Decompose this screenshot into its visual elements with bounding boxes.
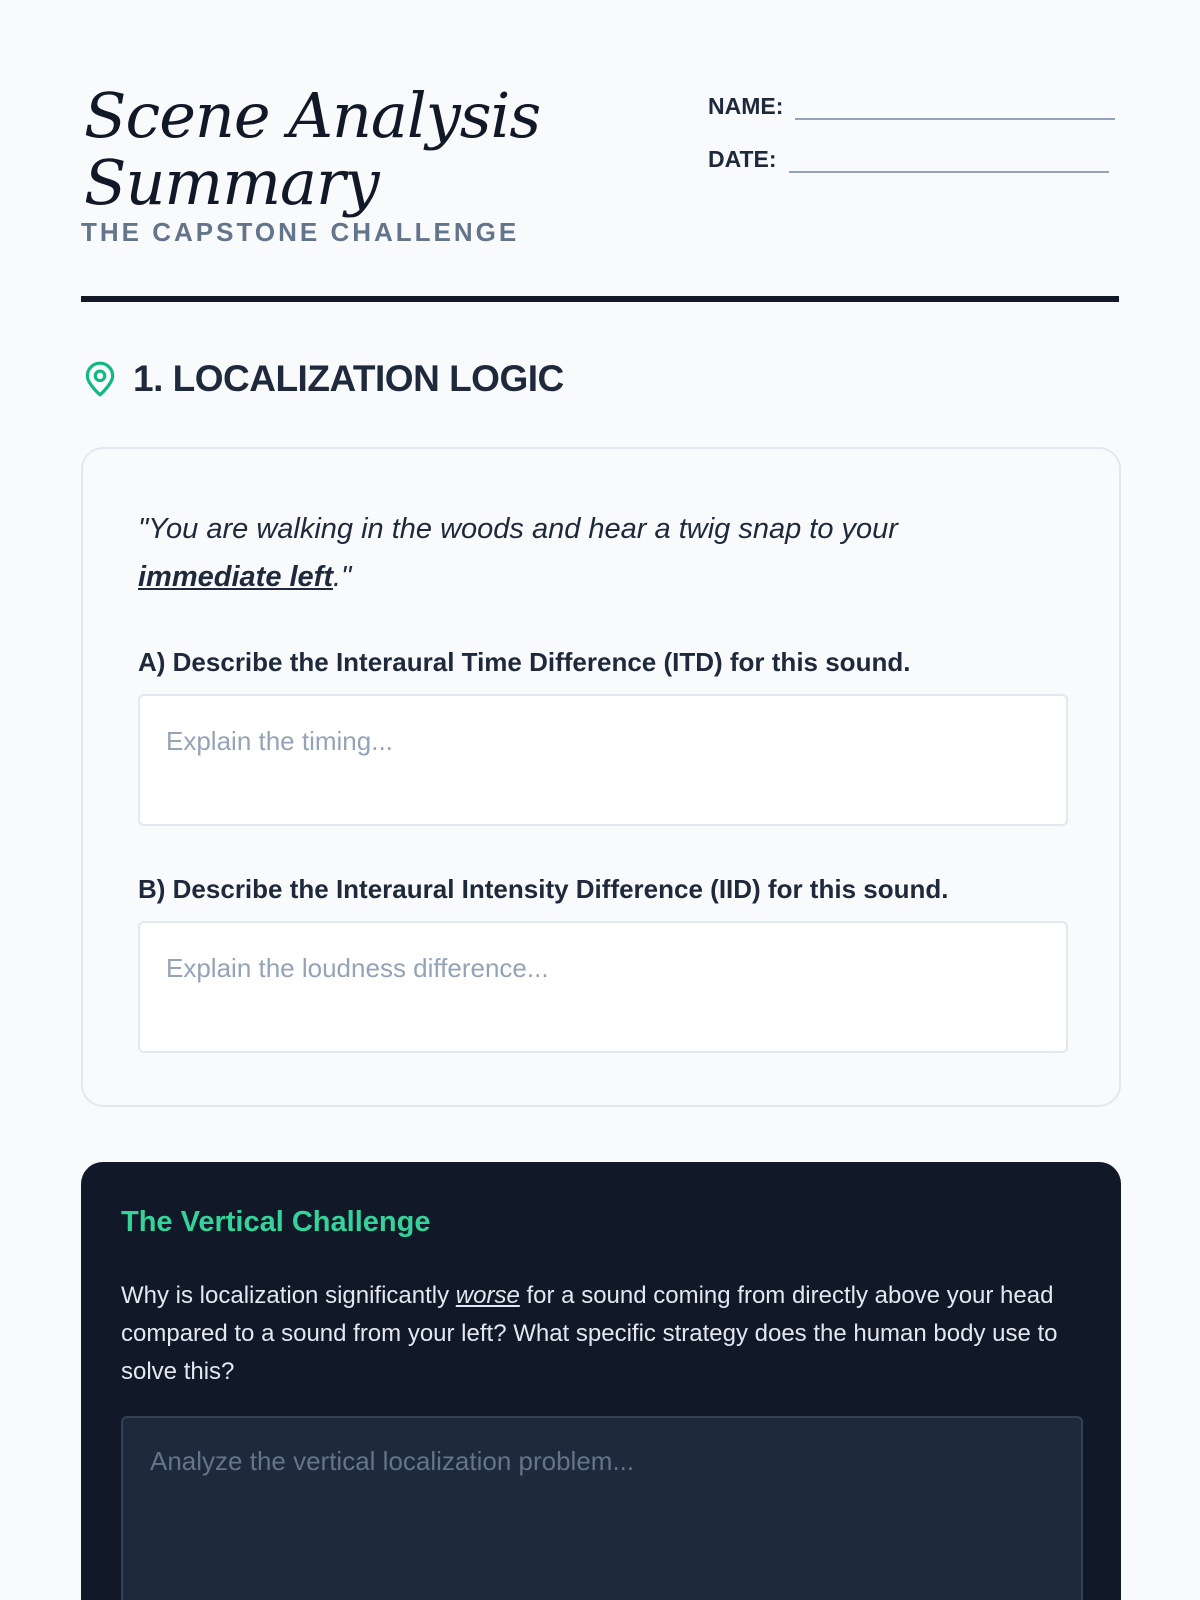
map-pin-icon — [81, 359, 119, 399]
name-field[interactable] — [795, 86, 1115, 120]
quote-text-before: "You are walking in the woods and hear a twig snap to your — [138, 513, 898, 545]
section-title: 1. LOCALIZATION LOGIC — [133, 358, 564, 399]
section-heading-localization — [81, 358, 564, 400]
page-title: Scene Analysis Summary — [84, 79, 541, 219]
answer-a-input[interactable] — [138, 694, 1068, 826]
date-field[interactable] — [789, 139, 1109, 173]
challenge-text-after: for a sound coming from directly above your head compared to a sound from your left? What specific strategy does the human body use to solve this? — [121, 1282, 1058, 1385]
challenge-text — [121, 1277, 1061, 1391]
vertical-challenge-card — [81, 1162, 1121, 1600]
challenge-text-before: Why is localization significantly — [121, 1282, 456, 1309]
worksheet-header — [81, 0, 1119, 302]
challenge-title: The Vertical Challenge — [121, 1206, 431, 1238]
scenario-card — [81, 447, 1121, 1107]
challenge-answer-input[interactable] — [121, 1416, 1083, 1600]
question-b-label: B) Describe the Interaural Intensity Difference (IID) for this sound. — [138, 874, 949, 904]
answer-b-input[interactable] — [138, 921, 1068, 1053]
page-subtitle: THE CAPSTONE CHALLENGE — [81, 217, 520, 247]
question-a-label: A) Describe the Interaural Time Difference (ITD) for this sound. — [138, 647, 911, 677]
challenge-emphasis: worse — [455, 1282, 520, 1309]
date-label: DATE: — [708, 146, 777, 172]
name-label: NAME: — [708, 93, 784, 119]
date-row — [708, 139, 1109, 173]
quote-emphasis: immediate left — [138, 561, 333, 593]
scenario-quote — [138, 505, 1038, 601]
name-row — [708, 86, 1115, 120]
quote-text-after: ." — [333, 561, 352, 593]
